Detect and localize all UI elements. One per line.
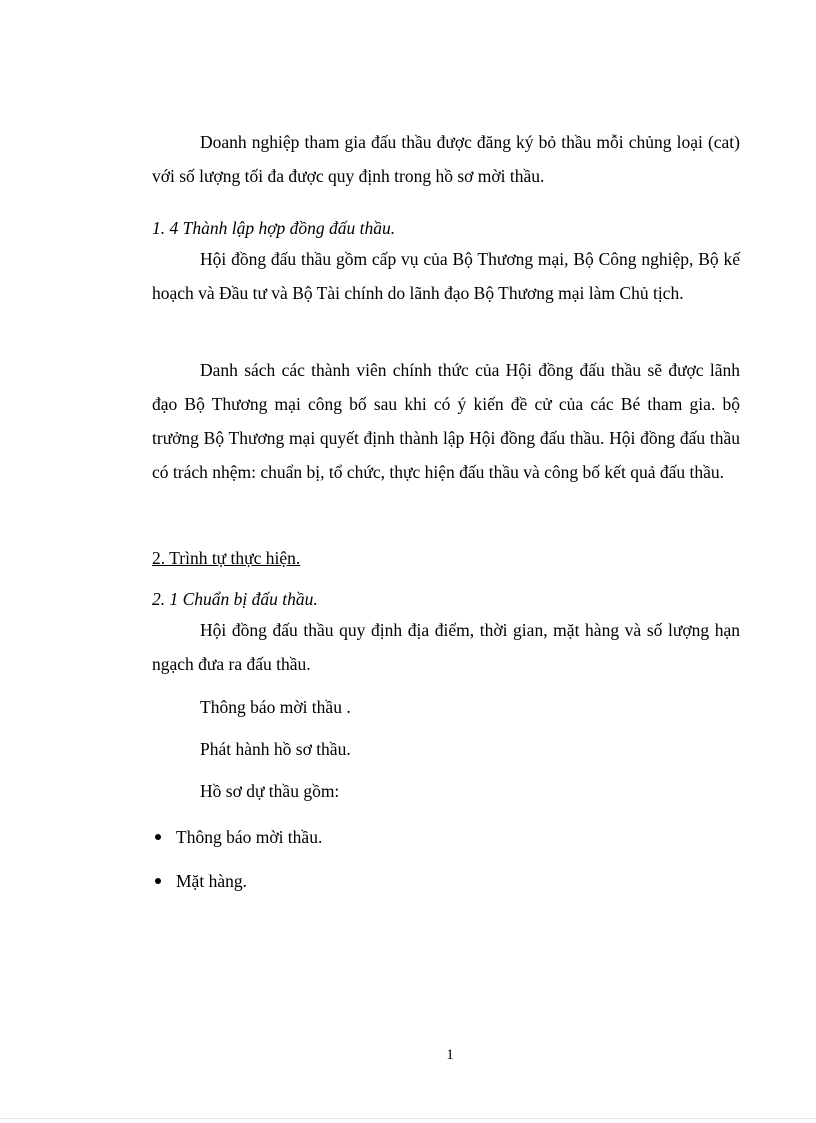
bullet-icon — [155, 878, 161, 884]
paragraph-member-list: Danh sách các thành viên chính thức của Hội đồng đấu thầu sẽ được lãnh đạo Bộ Thương mại công bố sau khi có ý kiến đề cử của các Bé tham gia. bộ trưởng Bộ Thương mại quyết định thành lập Hội đồng đấu thầu. Hội đồng đấu thầu có trách nhệm: chuẩn bị, tổ chức, thực hiện đấu thầu và công bố kết quả đấu thầu. — [152, 360, 740, 482]
paragraph-preparation: Hội đồng đấu thầu quy định địa điểm, thời gian, mặt hàng và số lượng hạn ngạch đưa ra đấu thầu. — [152, 620, 740, 674]
list-item-text: Thông báo mời thầu. — [176, 827, 323, 847]
heading-2: 2. Trình tự thực hiện. — [152, 548, 301, 568]
heading-2-1: 2. 1 Chuẩn bị đấu thầu. — [152, 589, 318, 609]
list-item-text: Mặt hàng. — [176, 871, 247, 891]
page-number: 1 — [446, 1047, 454, 1063]
paragraph-bid-registration: Doanh nghiệp tham gia đấu thầu được đăng ký bỏ thầu mỗi chủng loại (cat) với số lượng tối đa được quy định trong hồ sơ mời thầu. — [152, 132, 740, 186]
paragraph-council-members: Hội đồng đấu thầu gồm cấp vụ của Bộ Thương mại, Bộ Công nghiệp, Bộ kế hoạch và Đầu tư và Bộ Tài chính do lãnh đạo Bộ Thương mại làm Chủ tịch. — [152, 249, 740, 303]
heading-1-4: 1. 4 Thành lập hợp đồng đấu thầu. — [152, 218, 396, 238]
line-bid-dossier: Hồ sơ dự thầu gồm: — [200, 781, 340, 801]
line-invitation-notice: Thông báo mời thầu . — [200, 697, 351, 717]
line-issue-documents: Phát hành hồ sơ thầu. — [200, 739, 351, 759]
bullet-icon — [155, 834, 161, 840]
page-edge-divider — [0, 1118, 816, 1119]
